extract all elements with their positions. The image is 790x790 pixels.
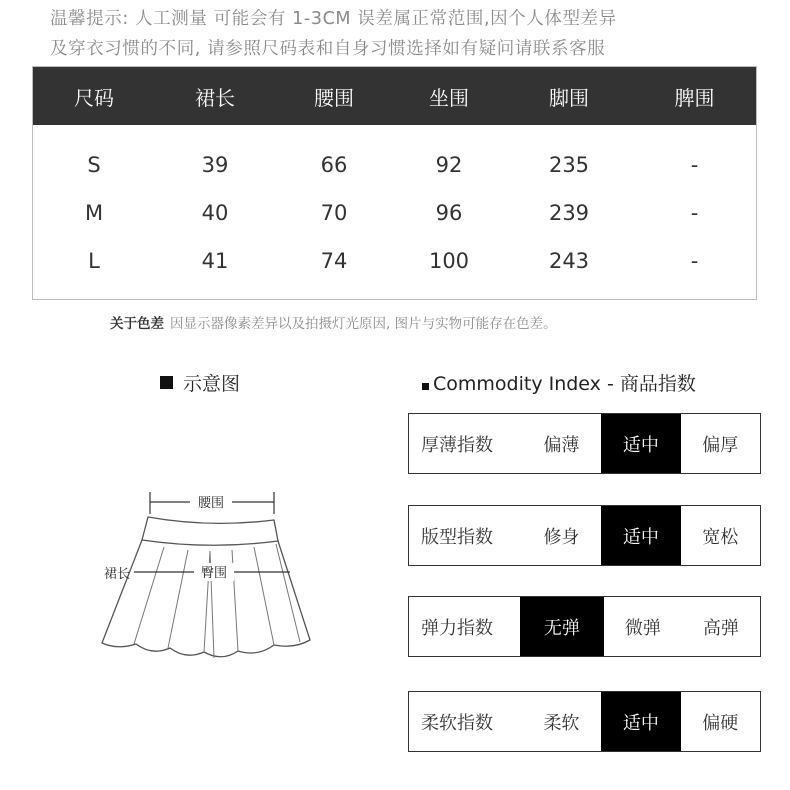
- color-note: [110, 312, 557, 332]
- index-option: 偏厚: [702, 434, 739, 456]
- index-label: 版型指数: [421, 526, 493, 548]
- header-thigh: 脾围: [674, 85, 715, 110]
- index-option: 偏硬: [702, 712, 739, 734]
- table-row: [33, 189, 756, 237]
- header-hem: 脚围: [549, 85, 589, 110]
- square-bullet-icon: [160, 376, 173, 389]
- table-row: [33, 141, 756, 189]
- index-label: 厚薄指数: [421, 434, 493, 456]
- index-row-softness: [408, 691, 761, 752]
- table-cell: 66: [320, 153, 348, 177]
- skirt-diagram: [98, 480, 318, 670]
- table-cell: 243: [548, 249, 590, 273]
- index-option-selected: 适中: [601, 414, 680, 473]
- waist-label: 腰围: [197, 496, 225, 511]
- table-cell: S: [87, 153, 101, 177]
- index-option: 偏薄: [543, 434, 580, 456]
- header-hip: 坐围: [429, 85, 469, 110]
- table-cell: 40: [201, 201, 229, 225]
- index-option: 微弹: [624, 617, 661, 639]
- diagram-title: [160, 369, 240, 396]
- length-label: 裙长: [104, 567, 131, 582]
- square-bullet-icon: [422, 383, 429, 390]
- table-cell: L: [88, 249, 100, 273]
- table-cell: M: [84, 201, 104, 225]
- table-cell: 235: [548, 153, 590, 177]
- table-row: [33, 237, 756, 285]
- table-cell: 100: [428, 249, 470, 273]
- color-note-text: 因显示器像素差异以及拍摄灯光原因, 图片与实物可能存在色差。: [170, 316, 557, 332]
- index-option-selected: 无弹: [520, 597, 604, 656]
- color-note-title: 关于色差: [110, 316, 164, 332]
- skirt-waistband: [142, 517, 278, 545]
- notice-text: [50, 4, 770, 64]
- table-cell: 96: [435, 201, 463, 225]
- skirt-pleats: [134, 544, 300, 658]
- table-cell: 74: [320, 249, 348, 273]
- index-row-fit: [408, 505, 761, 566]
- table-cell: 92: [435, 153, 463, 177]
- notice-line-2: 及穿衣习惯的不同, 请参照尺码表和自身习惯选择如有疑问请联系客服: [50, 39, 606, 59]
- index-row-thickness: [408, 413, 761, 474]
- table-cell: 39: [201, 153, 229, 177]
- size-table: [32, 66, 757, 300]
- index-label: 弹力指数: [421, 617, 493, 639]
- table-cell: -: [690, 201, 699, 225]
- table-cell: 239: [548, 201, 590, 225]
- table-cell: 70: [320, 201, 348, 225]
- index-label: 柔软指数: [421, 712, 493, 734]
- table-cell: -: [690, 249, 699, 273]
- table-cell: 41: [201, 249, 229, 273]
- index-option-selected: 适中: [601, 506, 680, 565]
- header-waist: 腰围: [314, 85, 354, 110]
- header-size: 尺码: [74, 85, 114, 110]
- diagram-title-text: 示意图: [183, 373, 241, 395]
- hip-label: 臀围: [200, 566, 228, 581]
- index-option: 柔软: [543, 712, 580, 734]
- index-row-elasticity: [408, 596, 761, 657]
- index-option: 宽松: [702, 526, 739, 548]
- header-length: 裙长: [195, 85, 235, 110]
- index-option: 高弹: [702, 617, 739, 639]
- commodity-index-title-text: Commodity Index - 商品指数: [433, 373, 696, 395]
- index-option: 修身: [543, 526, 580, 548]
- notice-line-1: 温馨提示: 人工测量 可能会有 1-3CM 误差属正常范围,因个人体型差异: [50, 9, 617, 29]
- index-option-selected: 适中: [601, 692, 680, 751]
- table-cell: -: [690, 153, 699, 177]
- commodity-index-title: [422, 369, 696, 396]
- size-table-header: [33, 67, 756, 125]
